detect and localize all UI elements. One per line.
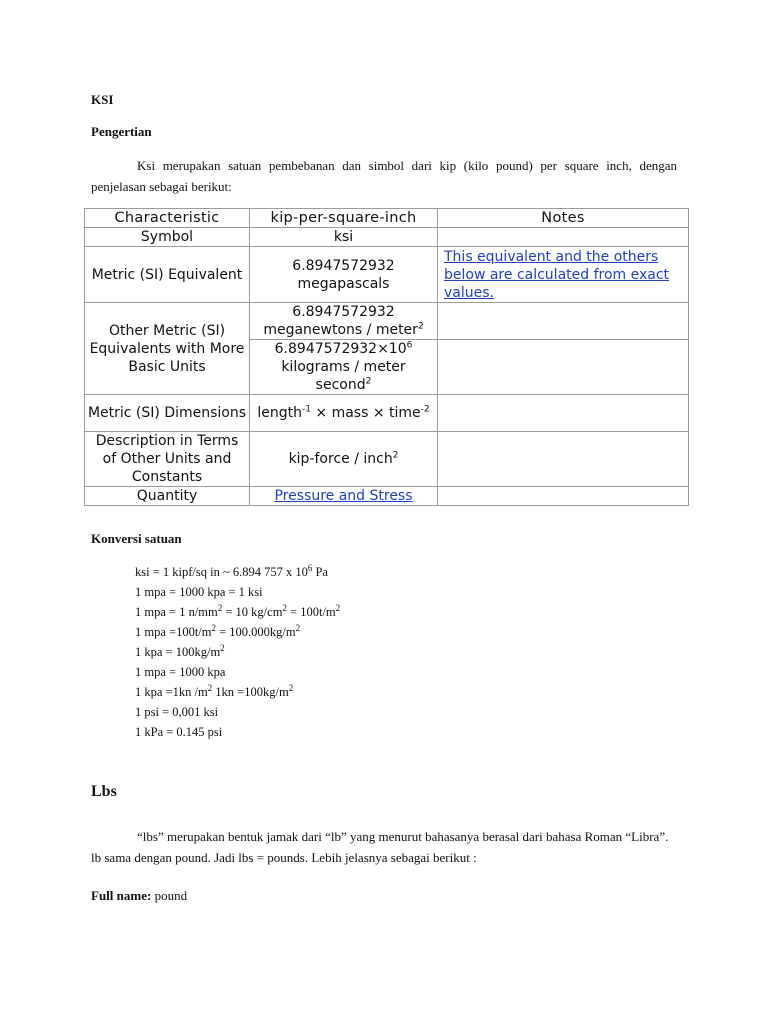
metric-dimensions-label: Metric (SI) Dimensions <box>85 395 250 432</box>
quantity-value <box>250 487 438 506</box>
description-value: kip-force / inch$^2$ <box>250 432 438 487</box>
conversion-line-1: ksi = 1 kipf/sq in ~ 6.894 757 x $10^6$ Pa <box>135 562 328 579</box>
quantity-note <box>438 487 689 506</box>
conversion-line-7: 1 kpa =1kn $/m^2$ $1kn =100kg/m^2$ <box>135 682 294 699</box>
table-row <box>85 247 689 303</box>
symbol-label: Symbol <box>85 228 250 247</box>
other-metric-note-1 <box>438 303 689 340</box>
other-metric-value-2: $6.8947572932\times 10^6$ kilograms / meter second$^2$ <box>250 340 438 395</box>
conversion-line-2: 1 mpa = 1000 kpa = 1 ksi <box>135 585 263 599</box>
table-row <box>85 303 689 340</box>
exact-values-link[interactable]: This equivalent and the others below are calculated from exact values. <box>444 249 670 301</box>
symbol-note <box>438 228 689 247</box>
symbol-value: ksi <box>250 228 438 247</box>
pengertian-heading: Pengertian <box>91 124 152 139</box>
conversion-line-8: 1 psi = 0,001 ksi <box>135 705 219 719</box>
metric-equivalent-value: 6.8947572932 megapascals <box>250 247 438 303</box>
header-kip-per-square-inch: kip-per-square-inch <box>250 209 438 228</box>
table-row <box>85 228 689 247</box>
other-metric-label: Other Metric (SI) Equivalents with More Basic Units <box>85 303 250 395</box>
lbs-heading: Lbs <box>91 783 117 800</box>
metric-equivalent-label: Metric (SI) Equivalent <box>85 247 250 303</box>
konversi-heading: Konversi satuan <box>91 531 182 546</box>
fullname-line <box>91 885 187 906</box>
description-note <box>438 432 689 487</box>
metric-dimensions-value: length$^{-1}$ × mass × time$^{-2}$ <box>250 395 438 432</box>
table-row <box>85 487 689 506</box>
metric-dimensions-note <box>438 395 689 432</box>
conversion-line-9: 1 kPa = 0.145 psi <box>135 725 223 739</box>
lbs-paragraph: “lbs” merupakan bentuk jamak dari “lb” yang menurut bahasanya berasal dari bahasa Roman “Libra”. lb sama dengan pound. Jadi lbs = pounds. Lebih jelasnya sebagai berikut : <box>91 829 669 865</box>
ksi-table <box>84 208 689 506</box>
conversion-line-3: 1 mpa = 1 $n/mm^2 = 10$ $kg/cm^2 = 100t/m^2$ <box>135 602 341 619</box>
other-metric-value-1: 6.8947572932 meganewtons / meter$^2$ <box>250 303 438 340</box>
metric-equivalent-note <box>438 247 689 303</box>
quantity-label: Quantity <box>85 487 250 506</box>
conversion-line-6: 1 mpa = 1000 kpa <box>135 665 226 679</box>
table-header-row <box>85 209 689 228</box>
conversion-line-4: 1 mpa $=100t/m^2 = 100.000kg/m^2$ <box>135 622 301 639</box>
table-row <box>85 395 689 432</box>
intro-paragraph: Ksi merupakan satuan pembebanan dan simbol dari kip (kilo pound) per square inch, dengan penjelasan sebagai berikut: <box>91 158 677 194</box>
conversion-line-5: 1 kpa = $100kg/m^2$ <box>135 642 225 659</box>
fullname-label: Full name: <box>91 888 152 903</box>
pressure-and-stress-link[interactable]: Pressure and Stress <box>274 488 413 504</box>
header-notes: Notes <box>438 209 689 228</box>
other-metric-note-2 <box>438 340 689 395</box>
header-characteristic: Characteristic <box>85 209 250 228</box>
fullname-value: pound <box>154 888 188 903</box>
table-row <box>85 432 689 487</box>
description-label: Description in Terms of Other Units and Constants <box>85 432 250 487</box>
page-title: KSI <box>91 92 114 107</box>
